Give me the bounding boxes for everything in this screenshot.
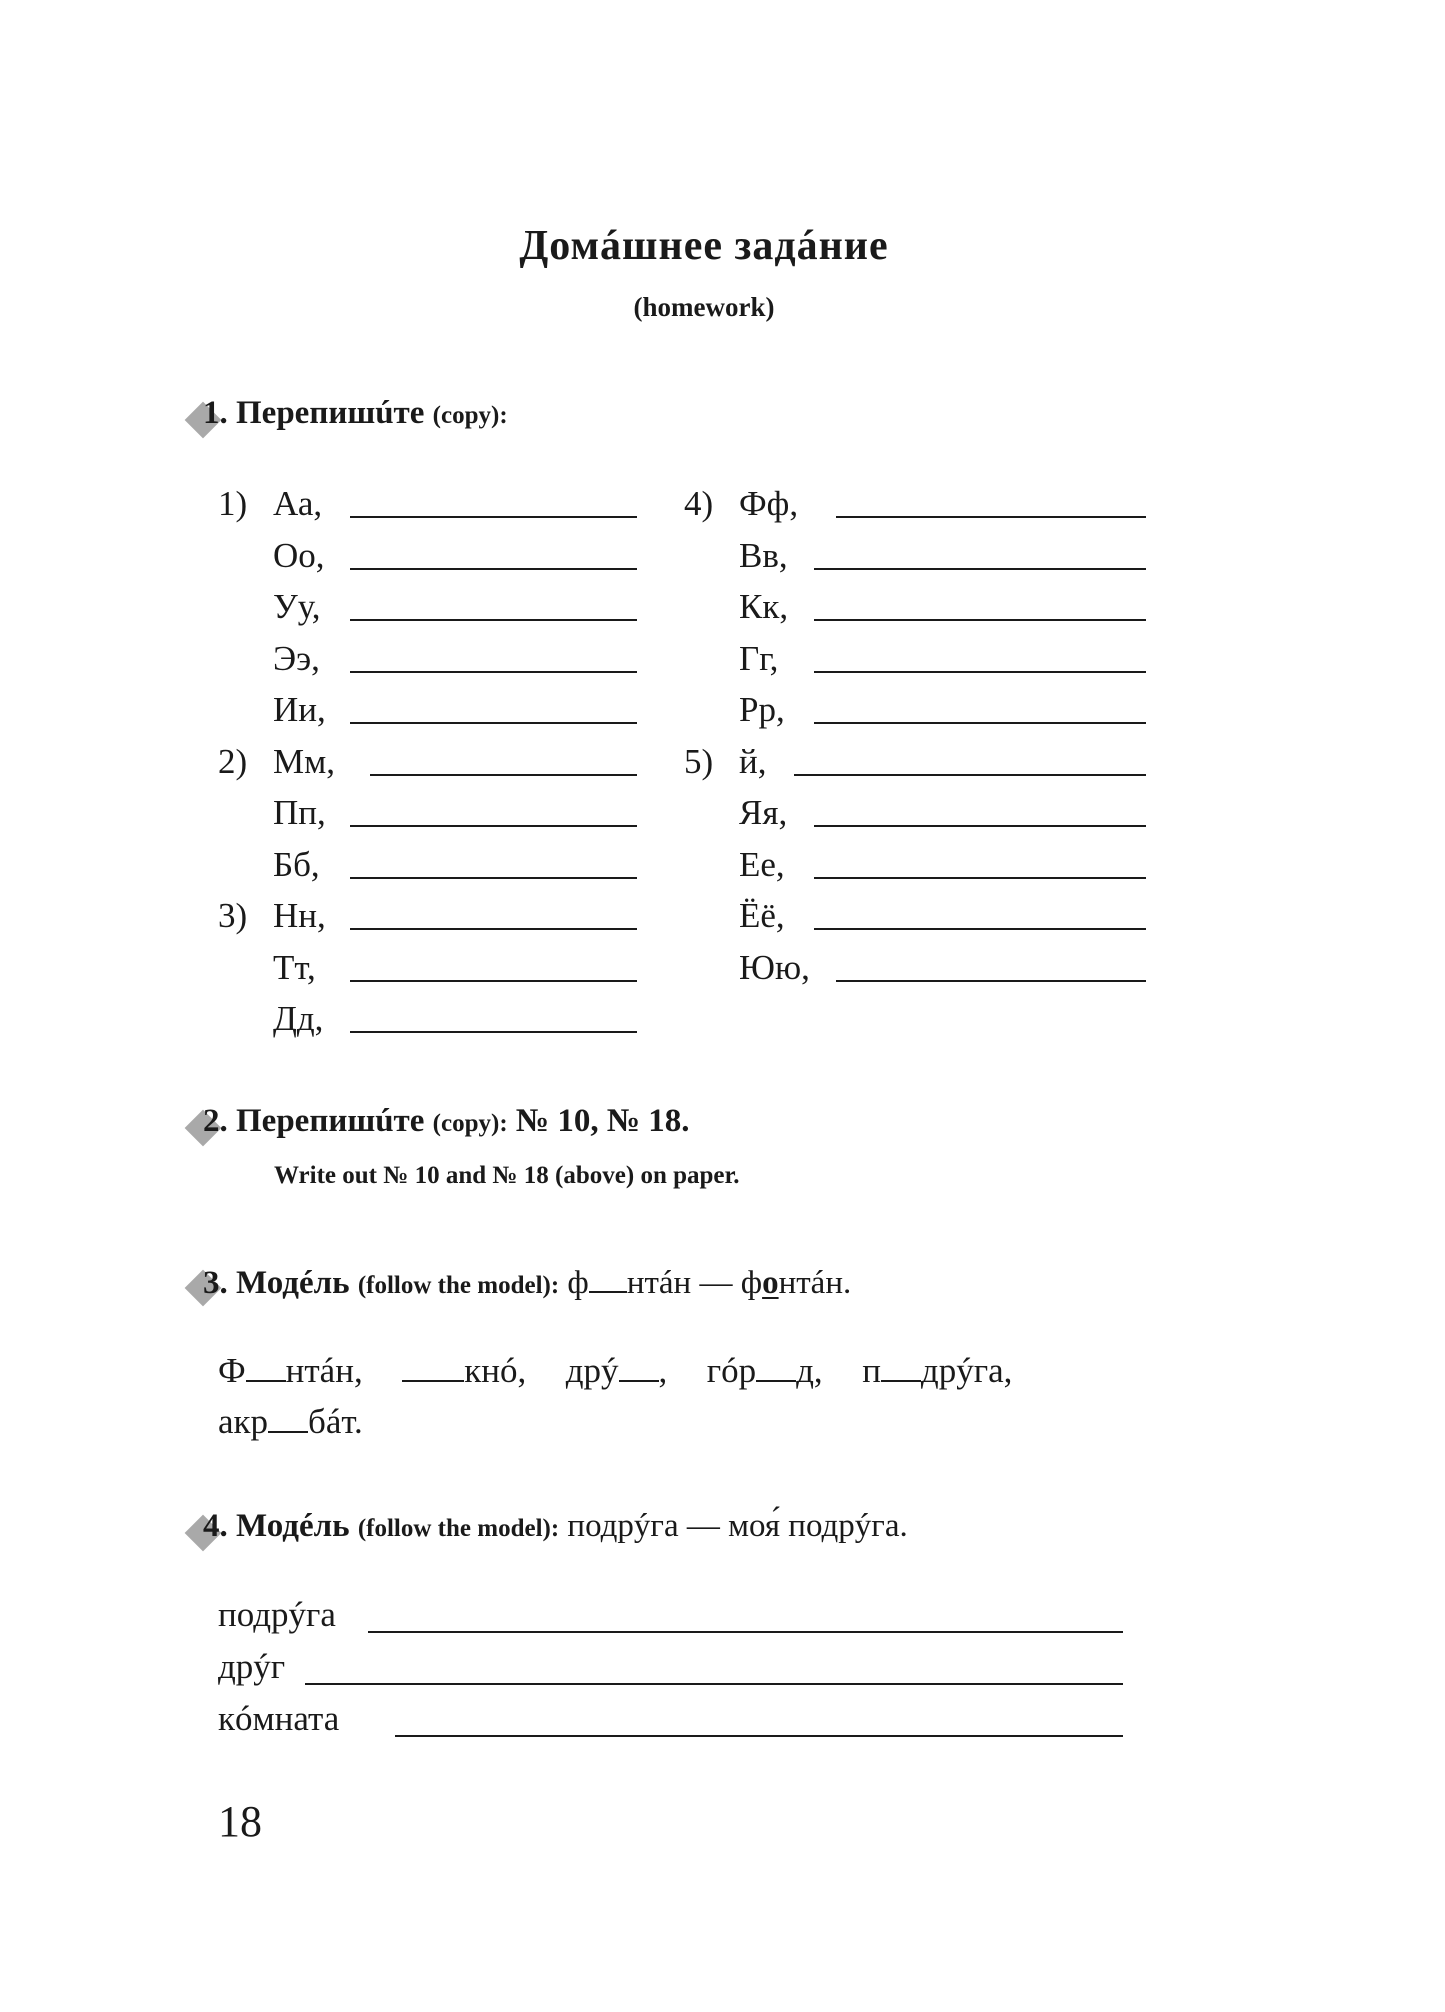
letter-pair: Тт, — [273, 947, 316, 987]
word-label: дрýг — [218, 1647, 286, 1686]
answer-line[interactable] — [836, 516, 1146, 518]
exercise-label: Модéль — [236, 1508, 350, 1544]
word-label: подрýга — [218, 1595, 336, 1634]
exercise-label: Перепишúте — [236, 1103, 425, 1139]
word-item: гóр д, — [706, 1351, 823, 1390]
answer-line[interactable] — [350, 671, 637, 673]
exercise-4-heading — [203, 1508, 908, 1545]
letter-pair: Яя, — [739, 793, 788, 832]
group-number: 1) — [218, 484, 248, 523]
answer-line[interactable] — [350, 1031, 637, 1033]
letter-pair: Аа, — [273, 484, 323, 523]
exercise-3-words-line-1 — [218, 1351, 1012, 1391]
answer-line[interactable] — [836, 980, 1146, 982]
exercise-hint: (copy): — [432, 1110, 508, 1137]
word-item: дрý , — [565, 1351, 668, 1390]
exercise-4-row — [218, 1595, 336, 1635]
letter-pair: Рр, — [739, 690, 785, 729]
answer-line[interactable] — [350, 980, 637, 982]
model-example: подрýга — моя́ подрýга. — [567, 1508, 908, 1544]
answer-line[interactable] — [350, 516, 637, 518]
exercise-number: 2. — [203, 1103, 228, 1139]
letter-pair: Нн, — [273, 896, 326, 935]
page-title: Домáшнее задáние — [519, 223, 889, 269]
answer-line[interactable] — [814, 671, 1146, 673]
answer-line[interactable] — [350, 928, 637, 930]
exercise-hint: (follow the model): — [357, 1515, 560, 1542]
letter-pair: Оо, — [273, 535, 325, 575]
letter-pair: Ээ, — [273, 638, 320, 678]
exercise-hint: (copy): — [432, 402, 508, 429]
model-example: ф нтáн — фонтáн. — [567, 1265, 852, 1301]
answer-line[interactable] — [370, 774, 637, 776]
word-item: п дрýга, — [862, 1351, 1013, 1390]
letter-pair: Фф, — [739, 484, 799, 523]
letter-pair: Бб, — [273, 844, 320, 884]
answer-line[interactable] — [305, 1683, 1123, 1685]
answer-line[interactable] — [350, 568, 637, 570]
exercise-2-instruction: Write out № 10 and № 18 (above) on paper. — [274, 1162, 740, 1189]
letter-pair: Юю, — [739, 947, 810, 987]
answer-line[interactable] — [368, 1631, 1123, 1633]
exercise-3-words-line-2 — [218, 1402, 363, 1442]
exercise-number: 1. — [203, 395, 228, 431]
exercise-text: № 10, № 18. — [515, 1103, 690, 1139]
letter-pair: Ёё, — [739, 896, 785, 935]
exercise-1-heading — [203, 395, 508, 432]
exercise-label: Модéль — [236, 1265, 350, 1301]
answer-line[interactable] — [814, 825, 1146, 827]
exercise-4-row — [218, 1647, 285, 1687]
answer-line[interactable] — [814, 619, 1146, 621]
exercise-2-heading — [203, 1103, 689, 1140]
answer-line[interactable] — [814, 928, 1146, 930]
group-number: 3) — [218, 896, 248, 935]
answer-line[interactable] — [814, 877, 1146, 879]
exercise-hint: (follow the model): — [357, 1272, 560, 1299]
letter-pair: Вв, — [739, 535, 788, 575]
letter-pair: Дд, — [273, 999, 324, 1038]
group-number: 2) — [218, 741, 248, 781]
letter-pair: Кк, — [739, 587, 789, 626]
group-number: 4) — [684, 484, 714, 523]
exercise-number: 3. — [203, 1265, 228, 1301]
letter-pair: Ии, — [273, 690, 326, 729]
letter-pair: Уу, — [273, 587, 321, 626]
letter-pair: й, — [739, 741, 767, 781]
answer-line[interactable] — [350, 877, 637, 879]
answer-line[interactable] — [350, 619, 637, 621]
answer-line[interactable] — [350, 825, 637, 827]
exercise-4-row — [218, 1699, 339, 1739]
group-number: 5) — [684, 741, 714, 781]
word-item: кнó, — [402, 1351, 526, 1390]
page-subtitle: (homework) — [633, 292, 775, 322]
page-number: 18 — [218, 1797, 262, 1846]
exercise-3-heading — [203, 1263, 851, 1302]
letter-pair: Пп, — [273, 793, 326, 832]
letter-pair: Ее, — [739, 844, 785, 884]
answer-line[interactable] — [814, 568, 1146, 570]
letter-pair: Гг, — [739, 638, 779, 678]
answer-line[interactable] — [395, 1735, 1123, 1737]
exercise-label: Перепишúте — [236, 395, 425, 431]
exercise-number: 4. — [203, 1508, 228, 1544]
word-label: кóмната — [218, 1699, 340, 1738]
answer-line[interactable] — [350, 722, 637, 724]
answer-line[interactable] — [814, 722, 1146, 724]
word-item: Ф нтáн, — [218, 1351, 363, 1390]
answer-line[interactable] — [794, 774, 1146, 776]
word-item: акр бáт. — [218, 1402, 363, 1441]
letter-pair: Мм, — [273, 741, 336, 781]
